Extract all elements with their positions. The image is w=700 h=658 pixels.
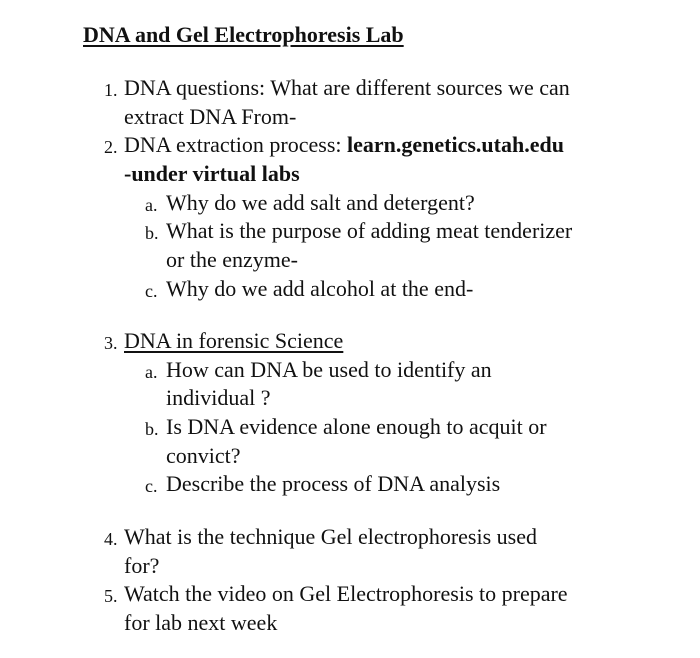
- list-item-text: -under virtual labs: [124, 161, 300, 186]
- sublist-item-text: Why do we add alcohol at the end-: [166, 276, 474, 301]
- list-number: 5.: [104, 586, 118, 606]
- sublist-item-text: Describe the process of DNA analysis: [166, 471, 501, 496]
- sublist-letter: b.: [145, 223, 159, 243]
- sublist-item-text: individual ?: [166, 385, 271, 410]
- sublist-item-text: Why do we add salt and detergent?: [166, 190, 475, 215]
- list-number: 1.: [104, 80, 118, 100]
- list-item-text-line: [124, 131, 564, 159]
- page-title: DNA and Gel Electrophoresis Lab: [83, 22, 404, 47]
- website-link-text: learn.genetics.utah.edu: [347, 132, 564, 157]
- sublist-letter: a.: [145, 362, 158, 382]
- list-item-text: DNA questions: What are different sources we can: [124, 75, 570, 100]
- sublist-item-text: or the enzyme-: [166, 247, 298, 272]
- list-item-text: DNA extraction process:: [124, 132, 347, 157]
- sublist-letter: c.: [145, 281, 158, 301]
- list-number: 4.: [104, 529, 118, 549]
- list-item-text: What is the technique Gel electrophoresis used: [124, 524, 537, 549]
- list-item-text: extract DNA From-: [124, 104, 297, 129]
- section-heading: DNA in forensic Science: [124, 328, 344, 353]
- list-item-text: for lab next week: [124, 610, 278, 635]
- sublist-item-text: convict?: [166, 443, 241, 468]
- sublist-item-text: What is the purpose of adding meat tenderizer: [166, 218, 573, 243]
- sublist-letter: c.: [145, 476, 158, 496]
- sublist-letter: a.: [145, 195, 158, 215]
- sublist-item-text: How can DNA be used to identify an: [166, 357, 492, 382]
- list-item-text: for?: [124, 553, 160, 578]
- sublist-item-text: Is DNA evidence alone enough to acquit or: [166, 414, 547, 439]
- list-number: 3.: [104, 333, 118, 353]
- sublist-letter: b.: [145, 419, 159, 439]
- list-number: 2.: [104, 137, 118, 157]
- list-item-text: Watch the video on Gel Electrophoresis to prepare: [124, 581, 568, 606]
